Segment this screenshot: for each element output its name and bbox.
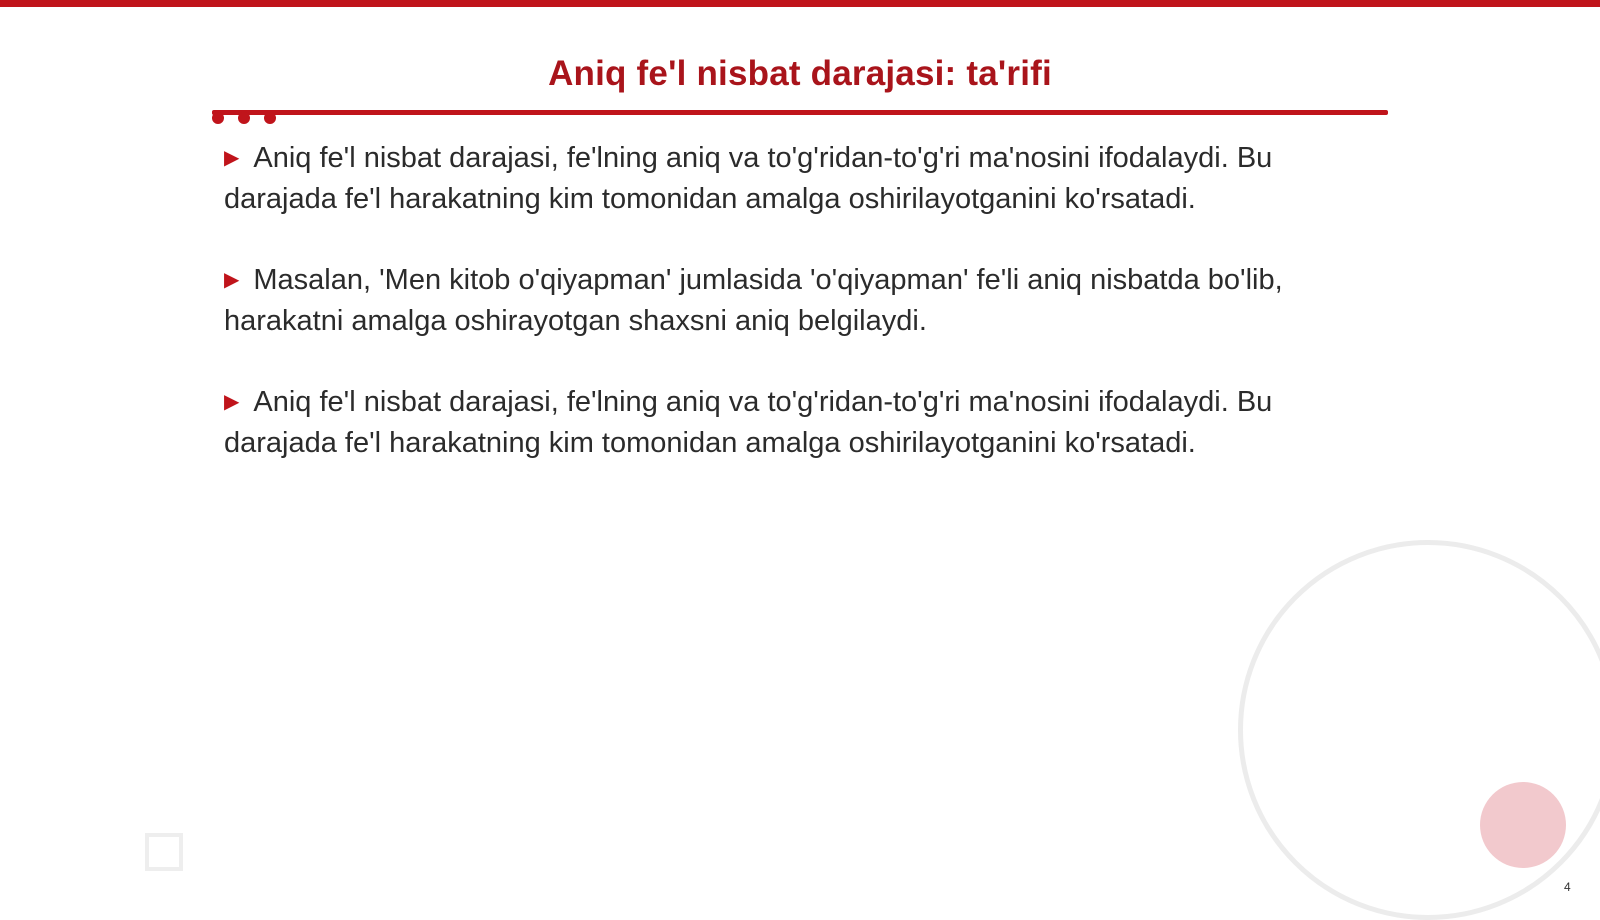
decor-square: [145, 833, 183, 871]
bullet-item: [224, 138, 1384, 219]
decor-dot: [238, 112, 250, 124]
play-triangle-icon: ▶: [224, 391, 240, 413]
play-triangle-icon: ▶: [224, 269, 240, 291]
bullet-item: [224, 260, 1384, 341]
play-triangle-icon: ▶: [224, 147, 240, 169]
decor-dot: [264, 112, 276, 124]
title-underline: [212, 110, 1388, 115]
page-number: 4: [1564, 880, 1571, 894]
bullet-text: Masalan, 'Men kitob o'qiyapman' jumlasida 'o'qiyapman' fe'li aniq nisbatda bo'lib, harakatni amalga oshirayotgan shaxsni aniq belgilaydi.: [224, 264, 1283, 337]
decor-dot: [212, 112, 224, 124]
bullet-item: [224, 382, 1384, 463]
bullet-list: [224, 138, 1384, 504]
bullet-text: Aniq fe'l nisbat darajasi, fe'lning aniq va to'g'ridan-to'g'ri ma'nosini ifodalaydi. Bu darajada fe'l harakatning kim tomonidan amalga oshirilayotganini ko'rsatadi.: [224, 386, 1273, 459]
slide-title: Aniq fe'l nisbat darajasi: ta'rifi: [548, 54, 1052, 93]
decor-pink-circle: [1480, 782, 1566, 868]
bullet-text: Aniq fe'l nisbat darajasi, fe'lning aniq va to'g'ridan-to'g'ri ma'nosini ifodalaydi. Bu darajada fe'l harakatning kim tomonidan amalga oshirilayotganini ko'rsatadi.: [224, 142, 1273, 215]
top-accent-bar: [0, 0, 1600, 7]
decor-ring: [1238, 540, 1600, 920]
